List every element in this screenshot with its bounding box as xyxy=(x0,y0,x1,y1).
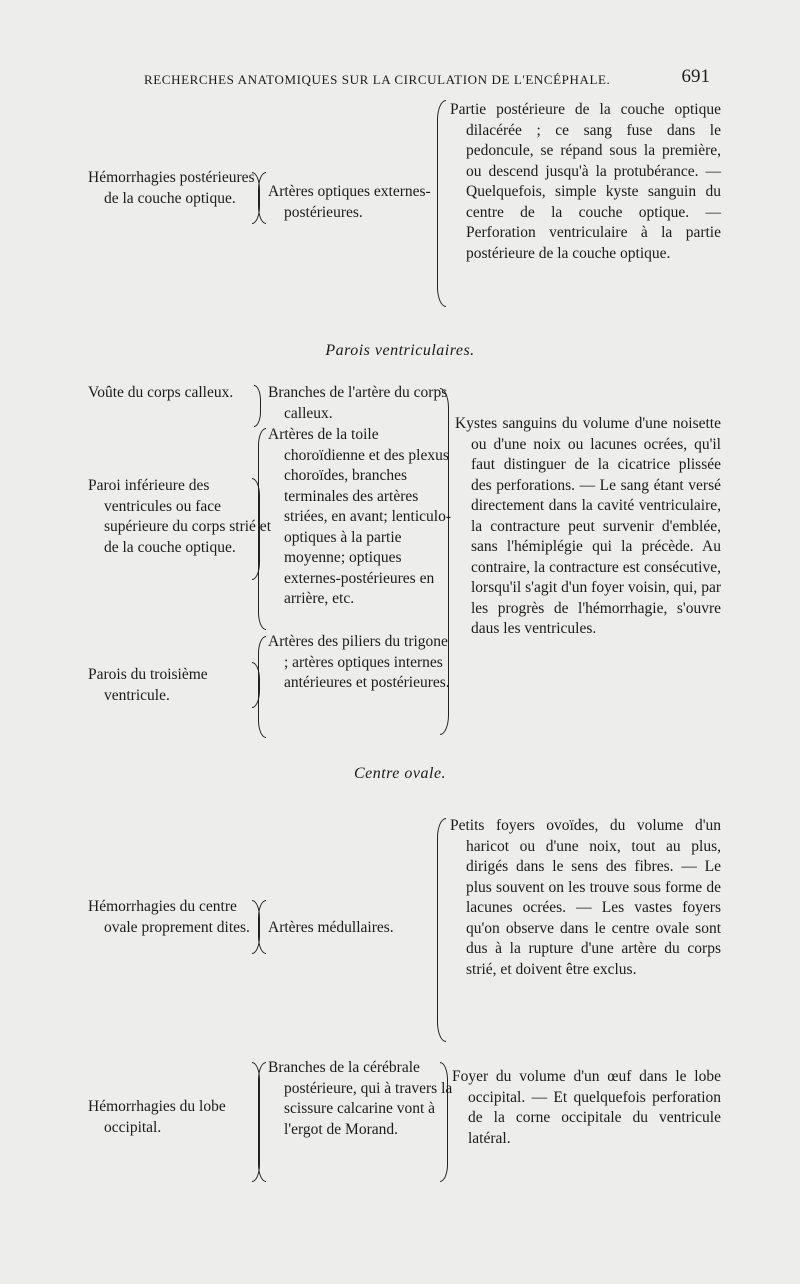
header-title: RECHERCHES ANATOMIQUES SUR LA CIRCULATION DE L'ENCÉPHALE. xyxy=(144,72,611,87)
location-cell: Paroi inférieure des ventricules ou face supérieure du corps strié et de la couche optique. xyxy=(88,477,271,556)
location-cell: Parois du troisième ventricule. xyxy=(88,666,208,704)
location-cell: Hémorrhagies du centre ovale proprement dites. xyxy=(88,898,250,936)
arteries-cell: Artères médullaires. xyxy=(268,919,394,936)
location-cell: Hémorrhagies postérieures de la couche optique. xyxy=(88,169,255,207)
notes-cell: Partie postérieure de la couche optique dilacérée ; ce sang fuse dans le pedoncule, se répand sous la première, ou descend jusqu'à la protubérance. — Quelquefois, simple kyste sanguin du centre de la couche optique. — Perforation ventriculaire à la partie postérieure de la couche optique. xyxy=(450,101,721,262)
arteries-cell: Artères optiques externes-postérieures. xyxy=(268,183,431,221)
brace-left xyxy=(258,900,266,954)
brace-left-notes xyxy=(437,100,446,307)
arteries-cell: Artères des piliers du trigone ; artères optiques internes antérieures et postérieures. xyxy=(268,633,450,691)
brace-left-notes xyxy=(437,818,446,1042)
location-cell: Hémorrhagies du lobe occipital. xyxy=(88,1098,226,1136)
arteries-cell: Branches de l'artère du corps calleux. xyxy=(268,384,448,422)
notes-cell: Foyer du volume d'un œuf dans le lobe occipital. — Et quelquefois perforation de la corne occipitale du ventricule latéral. xyxy=(452,1068,721,1147)
location-cell: Voûte du corps calleux. xyxy=(88,384,234,401)
brace-left xyxy=(258,428,266,630)
arteries-cell: Branches de la cérébrale postérieure, qui à travers la scissure calcarine vont à l'ergot de Morand. xyxy=(268,1059,453,1138)
arteries-cell: Artères de la toile choroïdienne et des plexus choroïdes, branches terminales des artères striées, en avant; lenticulo-optiques à la partie moyenne; optiques externes-postérieures en arrière, etc. xyxy=(268,426,451,607)
page-number: 691 xyxy=(681,66,710,87)
section-title-ventricles: Parois ventriculaires. xyxy=(325,342,475,359)
brace-left xyxy=(258,1062,266,1182)
brace-left xyxy=(258,172,266,224)
brace-right-notes xyxy=(440,1062,448,1182)
section-title-centre: Centre ovale. xyxy=(353,765,447,782)
notes-cell: Kystes sanguins du volume d'une noisette ou d'une noix ou lacunes ocrées, qu'il faut distinguer de la cicatrice plissée des perforations. — Le sang étant versé directement dans la cavité ventriculaire, la contracture peut survenir d'emblée, sans l'hémiplégie qui la précède. Au contraire, la contracture est consécutive, lorsqu'il s'agit d'un foyer voisin, qui, par les progrès de l'hémorrhagie, s'ouvre daus les ventricules. xyxy=(455,415,721,637)
brace-left xyxy=(258,636,266,738)
brace-right-notes xyxy=(440,388,449,735)
brace-right xyxy=(254,385,261,427)
notes-cell: Petits foyers ovoïdes, du volume d'un haricot ou d'une noix, tout au plus, dirigés dans le sens des fibres. — Le plus souvent on les trouve sous forme de lacunes ocrées. — Les vastes foyers qu'on observe dans le centre ovale sont dus à la rupture d'une artère du corps strié, et doivent être exclus. xyxy=(450,817,721,978)
